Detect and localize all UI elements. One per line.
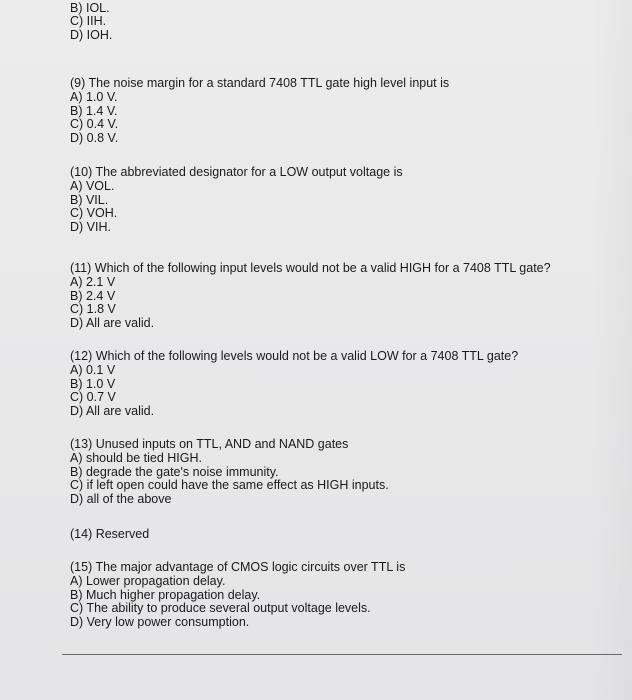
option-10-a: A) VOL.	[70, 179, 115, 194]
option-11-d: D) All are valid.	[70, 315, 155, 330]
option-12-a: A) 0.1 V	[70, 363, 116, 378]
option-13-d: D) all of the above	[70, 491, 172, 506]
option-13-b: B) degrade the gate's noise immunity.	[70, 464, 279, 479]
question-15	[70, 561, 405, 629]
option-15-a: A) Lower propagation delay.	[70, 574, 226, 589]
option-10-d: D) VIH.	[70, 219, 111, 234]
question-14-text: (14) Reserved	[70, 527, 150, 541]
option-12-d: D) All are valid.	[70, 403, 155, 418]
question-8-options	[70, 2, 112, 42]
bottom-divider	[62, 654, 622, 655]
question-13-text: (13) Unused inputs on TTL, AND and NAND gates	[70, 437, 349, 451]
option-15-c: C) The ability to produce several output voltage levels.	[70, 601, 371, 616]
option-8-c: C) IIH.	[70, 14, 107, 29]
option-13-a: A) should be tied HIGH.	[70, 451, 203, 466]
question-14	[70, 528, 149, 542]
option-8-d: D) IOH.	[70, 27, 113, 42]
option-10-c: C) VOH.	[70, 206, 118, 221]
question-12	[70, 350, 518, 418]
option-10-b: B) VIL.	[70, 192, 109, 207]
question-11-text: (11) Which of the following input levels would not be a valid HIGH for a 7408 TTL gate?	[70, 261, 551, 275]
option-11-a: A) 2.1 V	[70, 275, 116, 290]
question-9	[70, 77, 449, 145]
option-13-c: C) if left open could have the same effect as HIGH inputs.	[70, 478, 389, 493]
option-9-d: D) 0.8 V.	[70, 130, 119, 145]
option-9-b: B) 1.4 V.	[70, 103, 118, 118]
question-12-text: (12) Which of the following levels would not be a valid LOW for a 7408 TTL gate?	[70, 349, 519, 363]
option-15-d: D) Very low power consumption.	[70, 614, 250, 629]
question-10-text: (10) The abbreviated designator for a LOW output voltage is	[70, 165, 403, 179]
option-12-c: C) 0.7 V	[70, 390, 116, 405]
question-11	[70, 262, 551, 330]
option-8-b: B) IOL.	[70, 1, 110, 15]
question-10	[70, 166, 403, 234]
option-15-b: B) Much higher propagation delay.	[70, 587, 261, 602]
option-11-b: B) 2.4 V	[70, 288, 116, 303]
question-13	[70, 438, 389, 506]
option-11-c: C) 1.8 V	[70, 302, 116, 317]
page-shading	[592, 0, 632, 700]
option-9-a: A) 1.0 V.	[70, 90, 118, 105]
option-12-b: B) 1.0 V	[70, 376, 116, 391]
question-9-text: (9) The noise margin for a standard 7408 TTL gate high level input is	[70, 76, 450, 90]
question-15-text: (15) The major advantage of CMOS logic circuits over TTL is	[70, 560, 406, 574]
option-9-c: C) 0.4 V.	[70, 117, 119, 132]
